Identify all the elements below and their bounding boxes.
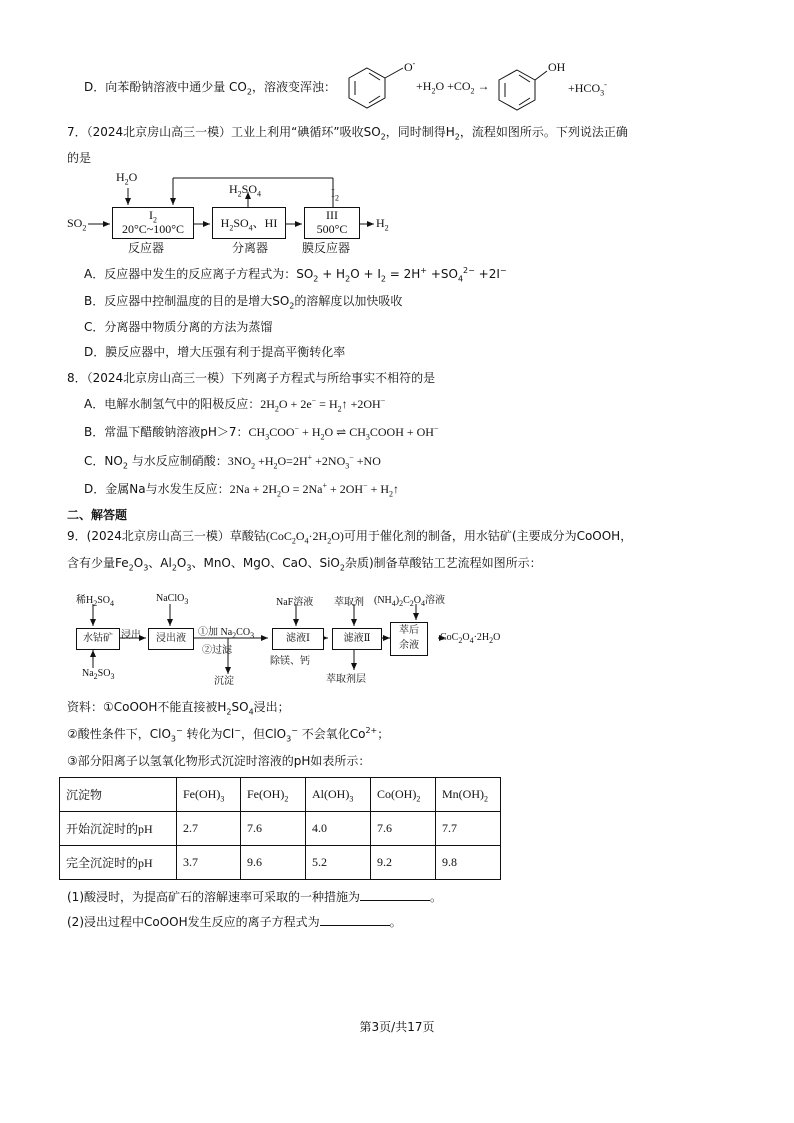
q7-stem-line1: 7．（2024北京房山高三一模）工业上利用“碘循环”吸收$SO_2$，同时制得$H_2$，流程如图所示。下列说法正确 xyxy=(67,125,628,142)
q7-h2o-label: $H_2O$ xyxy=(116,170,138,187)
q7-reactor-box: $I_2$ 20°C~100°C xyxy=(112,207,194,239)
q9-add-na2co3: ①加 $Na_2CO_3$ xyxy=(198,627,255,640)
q6-d-tail: ，溶液变浑浊： xyxy=(251,80,336,94)
q8-option-d: D．金属Na与水发生反应：$2Na + 2H_2O = 2Na^+ + 2OH^-$ + $H_2↑$ xyxy=(84,481,400,499)
q8-stem: 8．（2024北京房山高三一模）下列离子方程式与所给事实不相符的是 xyxy=(67,371,436,385)
q9-filter-label: ②过滤 xyxy=(202,645,232,656)
q7-caption-reactor: 反应器 xyxy=(128,241,165,255)
table-cell: 2.7 xyxy=(177,812,241,846)
q6-option-d: D．向苯酚钠溶液中通少量 $CO_2$，溶液变浑浊： xyxy=(84,80,336,97)
phenoxide-o-label: O- xyxy=(404,59,416,74)
q9-box-filtrate2: 滤液Ⅱ xyxy=(332,628,382,650)
q7-h2-out-label: $H_2$ xyxy=(376,216,389,233)
table-cell: 完全沉淀时的pH xyxy=(60,846,177,880)
page-footer: 第3页/共17页 xyxy=(359,1020,435,1034)
q7-separator-box: $H_2SO_4$、HI xyxy=(212,207,286,239)
q9-sub2: (2)浸出过程中CoOOH发生反应的离子方程式为 。 xyxy=(67,915,402,929)
q7-option-b: B．反应器中控制温度的目的是增大$SO_2$的溶解度以加快吸收 xyxy=(84,294,403,311)
q9-leach-label: 浸出 xyxy=(121,630,141,641)
q9-box-leachate: 浸出液 xyxy=(148,628,194,650)
q7-option-a: A．反应器中发生的反应离子方程式为：$SO_2 + H_2O + I_2 = 2H^+ +SO_4^{2-} +2I^-$ xyxy=(84,266,507,284)
table-header-cell: $Fe(OH)_2$ xyxy=(241,778,306,812)
q7-i2-label: $I_2$ xyxy=(331,186,339,203)
answer-blank-1[interactable] xyxy=(360,888,430,901)
section-heading: 二、解答题 xyxy=(67,508,128,522)
q9-sub1: (1)酸浸时，为提高矿石的溶解速率可采取的一种措施为 。 xyxy=(67,890,443,904)
ph-table xyxy=(59,777,501,880)
q9-naclo3: NaClO$_3$ xyxy=(156,593,189,606)
table-header-cell: $Al(OH)_3$ xyxy=(306,778,371,812)
q9-info2: ②酸性条件下，ClO$_3$− 转化为Cl−，但ClO$_3$− 不会氧化$Co^{2+}$； xyxy=(67,726,390,744)
q9-precipitate: 沉淀 xyxy=(214,676,234,687)
answer-blank-2[interactable] xyxy=(320,913,390,926)
q7-option-c: C．分离器中物质分离的方法为蒸馏 xyxy=(84,320,273,334)
table-cell: 9.8 xyxy=(436,846,501,880)
q9-box-raffinate: 萃后 余液 xyxy=(390,622,428,656)
q9-box-filtrate1: 滤液Ⅰ xyxy=(272,628,324,650)
q9-dil-h2so4: 稀$H_2SO_4$ xyxy=(76,595,115,608)
q9-box-ore: 水钴矿 xyxy=(76,628,120,650)
table-header-cell: $Mn(OH)_2$ xyxy=(436,778,501,812)
q6-hco3: $+HCO_3^-$ xyxy=(568,80,607,98)
q9-info1: 资料：①CoOOH不能直接被$H_2SO_4$浸出； xyxy=(67,700,290,717)
table-header-cell: 沉淀物 xyxy=(60,778,177,812)
phenol-structure xyxy=(495,62,555,112)
table-cell: 9.2 xyxy=(371,846,436,880)
q9-stem-line1: 9．(2024北京房山高三一模）草酸钴$(CoC_2O_4\cdot 2H_2O)$可用于催化剂的制备，用水钴矿(主要成分为CoOOH， xyxy=(67,529,633,546)
table-cell: 4.0 xyxy=(306,812,371,846)
table-row xyxy=(60,846,501,880)
table-cell: 开始沉淀时的pH xyxy=(60,812,177,846)
q9-stem-line2: 含有少量$Fe_2O_3$、$Al_2O_3$、MnO、MgO、CaO、SiO$_2$杂质)制备草酸钴工艺流程如图所示： xyxy=(67,556,542,573)
q9-info3: ③部分阳离子以氢氧化物形式沉淀时溶液的pH如表所示： xyxy=(67,754,371,768)
q6-d-text: D．向苯酚钠溶液中通少量 CO xyxy=(84,80,247,94)
table-header-cell: $Co(OH)_2$ xyxy=(371,778,436,812)
q8-option-b: B．常温下醋酸钠溶液pH＞7：$CH_3COO^- + H_2O$ ⇌ $CH_3COOH + OH^-$ xyxy=(84,424,439,442)
table-cell: 7.6 xyxy=(241,812,306,846)
q8-option-c: C．$NO_2$ 与水反应制硝酸：$3NO_2 +H_2O=2H^+ +2NO_3^- +NO$ xyxy=(84,453,381,471)
q9-na2so3: $Na_2SO_3$ xyxy=(82,668,115,681)
phenol-oh-label: OH xyxy=(548,60,566,74)
q8-option-a: A．电解水制氢气中的阳极反应：$2H_2O + 2e^-$ = $H_2↑ +2OH^-$ xyxy=(84,396,386,414)
q7-membrane-reactor-box: III 500°C xyxy=(304,207,360,239)
q7-caption-membrane: 膜反应器 xyxy=(302,241,351,255)
table-cell: 7.7 xyxy=(436,812,501,846)
table-row xyxy=(60,812,501,846)
q7-stem-line2: 的是 xyxy=(67,151,92,165)
q7-option-d: D．膜反应器中，增大压强有利于提高平衡转化率 xyxy=(84,345,346,359)
table-cell: 9.6 xyxy=(241,846,306,880)
q9-naf: NaF溶液 xyxy=(276,597,314,608)
table-header-cell: $Fe(OH)_3$ xyxy=(177,778,241,812)
q9-product: $CoC_2O_4\cdot 2H_2O$ xyxy=(440,632,501,645)
table-cell: 5.2 xyxy=(306,846,371,880)
table-cell: 7.6 xyxy=(371,812,436,846)
q7-h2so4-label: $H_2SO_4$ xyxy=(229,182,262,199)
table-header-row xyxy=(60,778,501,812)
q9-remove-mg-ca: 除镁、钙 xyxy=(270,656,310,667)
table-cell: 3.7 xyxy=(177,846,241,880)
q9-organic-layer: 萃取剂层 xyxy=(326,674,366,685)
q7-so2-label: $SO_2$ xyxy=(67,216,87,233)
q9-nh4-c2o4: $(NH_4)_2C_2O_4$溶液 xyxy=(374,595,446,608)
q6-reagents: $+H_2O +CO_2$ → xyxy=(416,79,490,96)
q9-extractant: 萃取剂 xyxy=(334,597,364,608)
q7-caption-separator: 分离器 xyxy=(232,241,269,255)
